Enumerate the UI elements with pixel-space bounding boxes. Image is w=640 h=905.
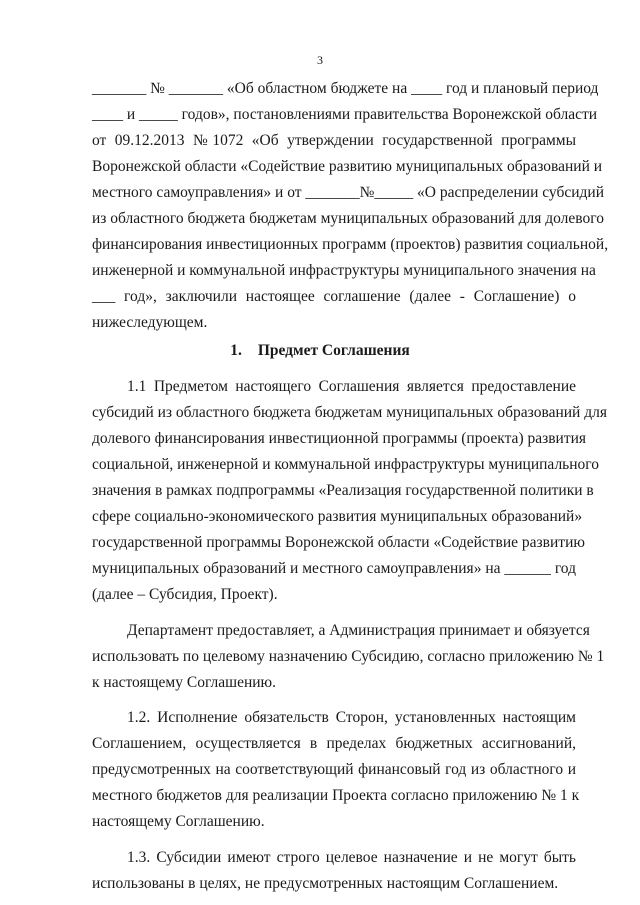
intro-line: от 09.12.2013 №1072 «Об утверждении государственной программы [92, 132, 576, 149]
intro-line: местного самоуправления» и от _______№_____ «О распределении субсидий [92, 184, 605, 201]
clause-line: настоящему Соглашению. [92, 813, 265, 830]
clause-line: государственной программы Воронежской области «Содействие развитию [92, 534, 585, 551]
paragraph-line: использовать по целевому назначению Субсидию, согласно приложению № 1 [92, 648, 605, 665]
section-heading [0, 342, 640, 360]
intro-line: из областного бюджета бюджетам муниципальных образований для долевого [92, 210, 604, 227]
intro-line: ___ год», заключили настоящее соглашение (далее - Соглашение) о [92, 288, 576, 305]
intro-line: инженерной и коммунальной инфраструктуры муниципального значения на [92, 262, 596, 279]
section-number: 1. [230, 342, 242, 359]
intro-line: нижеследующем. [92, 314, 208, 331]
section-title: Предмет Соглашения [257, 342, 410, 359]
page-number: 3 [317, 53, 323, 67]
intro-line: ____ и _____ годов», постановлениями правительства Воронежской области [92, 106, 598, 123]
clause-line: долевого финансирования инвестиционной программы (проекта) развития [92, 430, 587, 447]
clause-line: значения в рамках подпрограммы «Реализация государственной политики в [92, 482, 594, 499]
clause-line: 1.2. Исполнение обязательств Сторон, установленных настоящим [127, 709, 576, 726]
paragraph-line: к настоящему Соглашению. [92, 674, 276, 691]
clause-line: социальной, инженерной и коммунальной инфраструктуры муниципального [92, 456, 600, 473]
clause-line: (далее – Субсидия, Проект). [92, 586, 278, 603]
intro-line: Воронежской области «Содействие развитию муниципальных образований и [92, 158, 603, 175]
paragraph-line: Департамент предоставляет, а Администрация принимает и обязуется [127, 622, 590, 639]
clause-line: муниципальных образований и местного самоуправления» на ______ год [92, 560, 576, 577]
clause-line: предусмотренных на соответствующий финансовый год из областного и [92, 761, 576, 778]
clause-line: Соглашением, осуществляется в пределах бюджетных ассигнований, [92, 735, 576, 752]
clause-line: 1.1 Предметом настоящего Соглашения является предоставление [127, 378, 576, 395]
clause-line: субсидий из областного бюджета бюджетам муниципальных образований для [92, 404, 607, 421]
intro-line: финансирования инвестиционных программ (проектов) развития социальной, [92, 236, 609, 253]
clause-line: сфере социально-экономического развития муниципальных образований» [92, 508, 583, 525]
clause-line: использованы в целях, не предусмотренных настоящим Соглашением. [92, 875, 559, 892]
clause-line: 1.3. Субсидии имеют строго целевое назначение и не могут быть [127, 849, 576, 866]
clause-line: местного бюджетов для реализации Проекта согласно приложению № 1 к [92, 787, 580, 804]
intro-line: _______ № _______ «Об областном бюджете на ____ год и плановый период [92, 80, 599, 97]
